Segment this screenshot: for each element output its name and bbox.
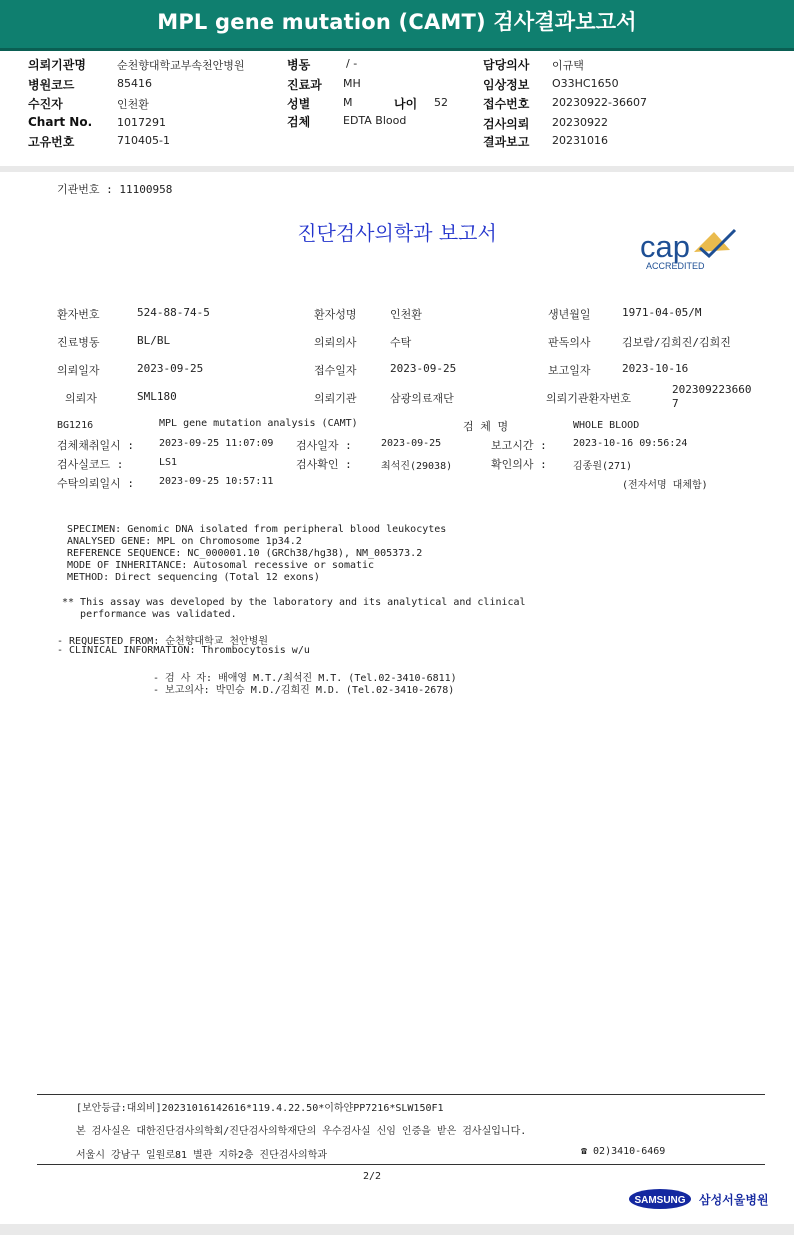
header-label: 담당의사 (483, 58, 530, 72)
field-value: 수탁 (390, 336, 412, 349)
signature-note: (전자서명 대체함) (622, 480, 708, 491)
field-value: 2023-09-25 (381, 438, 442, 449)
header-value: 52 (434, 96, 448, 109)
field-label: 의뢰기관 (314, 392, 357, 405)
institution-number: 기관번호 : 11100958 (57, 183, 173, 196)
field-value: 인천환 (390, 308, 422, 321)
header-value: M (343, 96, 353, 109)
field-value: 2023-09-25 10:57:11 (159, 476, 274, 487)
field-value: 2023-09-25 (390, 362, 457, 375)
field-label: 검사확인 : (296, 458, 352, 471)
header-value: / - (346, 57, 358, 70)
field-value: 2023-09-25 (137, 362, 204, 375)
header-value: 710405-1 (117, 134, 170, 147)
field-value: 7 (672, 397, 679, 410)
header-label: 성별 (287, 97, 311, 111)
phone-number: ☎ 02)3410-6469 (581, 1146, 666, 1157)
header-label: 진료과 (287, 78, 322, 92)
header-label: 의뢰기관명 (28, 58, 86, 72)
header-value: EDTA Blood (343, 114, 407, 127)
header-label: 검사의뢰 (483, 117, 530, 131)
test-name: MPL gene mutation analysis (CAMT) (159, 418, 358, 429)
body-line: ANALYSED GENE: MPL on Chromosome 1p34.2 (67, 536, 302, 547)
assay-note: performance was validated. (62, 609, 237, 620)
field-label: 환자성명 (314, 308, 357, 321)
footer-divider (37, 1094, 765, 1095)
patient-header (0, 51, 794, 166)
field-label: 검체채취일시 : (57, 439, 135, 452)
field-label: 판독의사 (548, 336, 591, 349)
header-value: O33HC1650 (552, 77, 619, 90)
field-value: 김보람/김희진/김희진 (622, 336, 731, 349)
field-label: 의뢰의사 (314, 336, 357, 349)
specimen-value: WHOLE BLOOD (573, 420, 640, 431)
hospital-logo-text: 삼성서울병원 (699, 1193, 769, 1207)
banner-title: MPL gene mutation (CAMT) 검사결과보고서 (157, 10, 637, 34)
field-label: 진료병동 (57, 336, 100, 349)
requested-line: - CLINICAL INFORMATION: Thrombocytosis w/u (57, 645, 310, 656)
specimen-label: 검 체 명 (463, 420, 509, 433)
assay-note: ** This assay was developed by the laboratory and its analytical and clinical (62, 597, 526, 608)
header-value: 20230922 (552, 116, 608, 129)
cap-accredited-logo (638, 226, 738, 272)
hospital-logo (629, 1187, 779, 1211)
security-line: [보안등급:대외비]20231016142616*119.4.22.50*이하얀PP7216*SLW150F1 (76, 1103, 444, 1114)
cap-logo-text: cap (640, 229, 690, 264)
header-label: 고유번호 (28, 135, 75, 149)
cap-logo-subtext: ACCREDITED (646, 261, 705, 271)
bottom-margin (0, 1224, 794, 1235)
field-value: 524-88-74-5 (137, 306, 210, 319)
header-label: Chart No. (28, 115, 93, 129)
address-line: 서울시 강남구 일원로81 별관 지하2층 진단검사의학과 (76, 1150, 328, 1161)
report-banner (0, 0, 794, 51)
header-value: 20230922-36607 (552, 96, 647, 109)
header-label: 수진자 (28, 97, 63, 111)
certification-line: 본 검사실은 대한진단검사의학회/진단검사의학재단의 우수검사실 신임 인증을 받은 검사실입니다. (76, 1126, 527, 1137)
field-label: 의뢰자 (65, 392, 97, 405)
header-label: 검체 (287, 115, 311, 129)
field-label: 보고일자 (548, 364, 591, 377)
footer-divider (37, 1164, 765, 1165)
field-label: 의뢰일자 (57, 364, 100, 377)
header-value: 20231016 (552, 134, 608, 147)
signer-line: - 검 사 자: 배애영 M.T./최석진 M.T. (Tel.02-3410-6811) (153, 673, 457, 684)
field-label: 환자번호 (57, 308, 100, 321)
field-value: 김종원(271) (573, 461, 633, 472)
field-value: 최석진(29038) (381, 461, 453, 472)
field-value: BL/BL (137, 334, 171, 347)
field-label: 검사실코드 : (57, 458, 124, 471)
header-value: 순천향대학교부속천안병원 (117, 59, 245, 72)
requested-line: - REQUESTED FROM: 순천향대학교 천안병원 (57, 636, 268, 647)
body-line: REFERENCE SEQUENCE: NC_000001.10 (GRCh38/hg38), NM_005373.2 (67, 548, 423, 559)
field-label: 접수일자 (314, 364, 357, 377)
page-number: 2/2 (363, 1171, 382, 1182)
body-line: MODE OF INHERITANCE: Autosomal recessive or somatic (67, 560, 375, 571)
report-page (0, 172, 794, 1224)
header-label: 병동 (287, 58, 311, 72)
field-value: 삼광의료재단 (390, 392, 454, 405)
header-value: MH (343, 77, 361, 90)
field-label: 의뢰기관환자번호 (546, 392, 632, 405)
field-value: 2023-09-25 11:07:09 (159, 438, 274, 449)
samsung-logo-text: SAMSUNG (634, 1195, 686, 1206)
field-value: 2023-10-16 09:56:24 (573, 438, 688, 449)
body-line: METHOD: Direct sequencing (Total 12 exons) (67, 572, 320, 583)
field-value: 202309223660 (672, 383, 752, 396)
field-label: 생년월일 (548, 308, 591, 321)
header-value: 85416 (117, 77, 152, 90)
field-label: 검사일자 : (296, 439, 352, 452)
test-code: BG1216 (57, 420, 94, 431)
field-value: 1971-04-05/M (622, 306, 702, 319)
field-value: 2023-10-16 (622, 362, 689, 375)
field-value: LS1 (159, 457, 178, 468)
field-label: 보고시간 : (491, 439, 547, 452)
header-label: 접수번호 (483, 97, 530, 111)
field-value: SML180 (137, 390, 177, 403)
header-label: 병원코드 (28, 78, 75, 92)
header-value: 인천환 (117, 98, 149, 111)
header-label: 임상정보 (483, 78, 530, 92)
field-label: 수탁의뢰일시 : (57, 477, 135, 490)
signer-line: - 보고의사: 박민승 M.D./김희진 M.D. (Tel.02-3410-2678) (153, 685, 455, 696)
header-value: 이규택 (552, 59, 584, 72)
body-line: SPECIMEN: Genomic DNA isolated from peripheral blood leukocytes (67, 524, 447, 535)
field-label: 확인의사 : (491, 458, 547, 471)
report-title: 진단검사의학과 보고서 (297, 221, 497, 245)
header-label: 결과보고 (483, 135, 530, 149)
header-value: 1017291 (117, 116, 166, 129)
header-label: 나이 (394, 97, 418, 111)
